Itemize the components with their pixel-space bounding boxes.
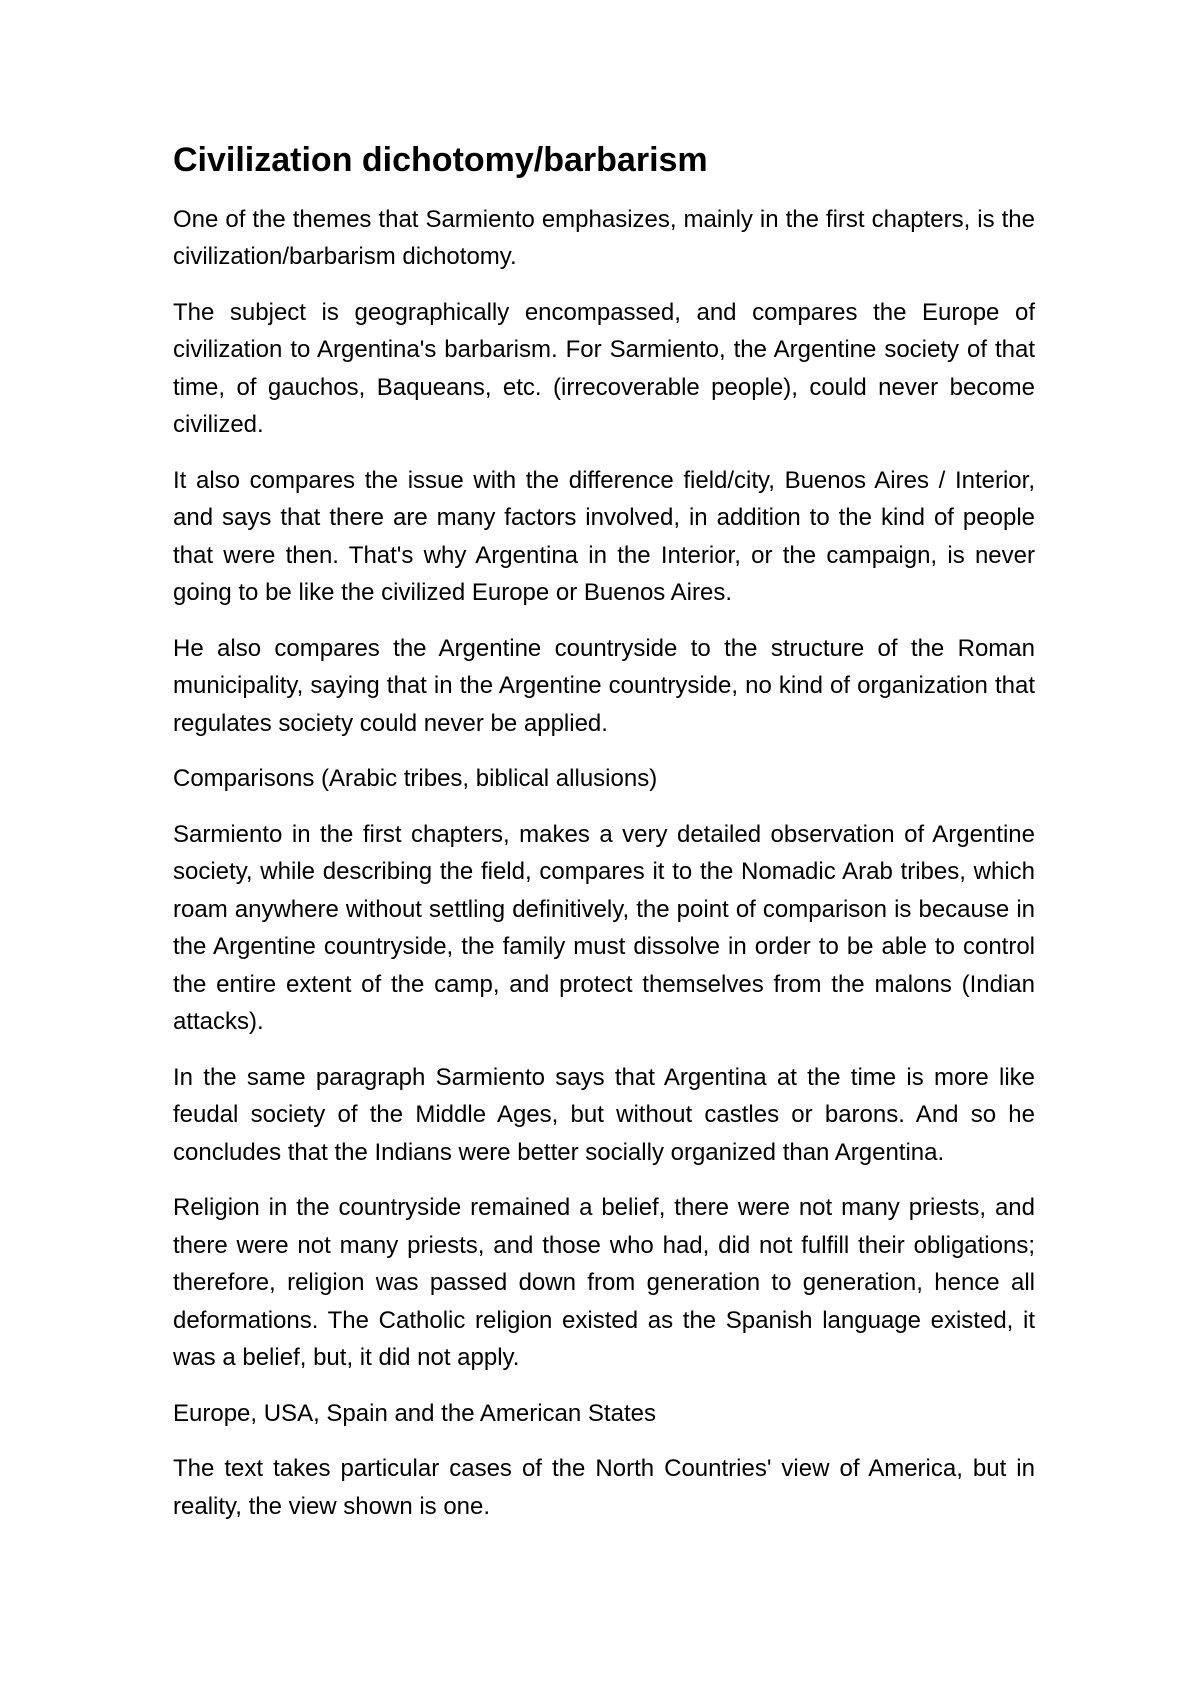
section-heading: Europe, USA, Spain and the American States bbox=[173, 1399, 656, 1427]
paragraph: In the same paragraph Sarmiento says that Argentina at the time is more like feudal society of the Middle Ages, but without castles or barons. And so he concludes that the Indians were better socially organized than Argentina. bbox=[173, 1063, 1035, 1166]
section-heading: Comparisons (Arabic tribes, biblical allusions) bbox=[173, 765, 658, 793]
document-body bbox=[173, 140, 1035, 1543]
paragraph: Religion in the countryside remained a belief, there were not many priests, and there were not many priests, and those who had, did not fulfill their obligations; therefore, religion was passed down from generation to generation, hence all deformations. The Catholic religion existed as the Spanish language existed, it was a belief, but, it did not apply. bbox=[173, 1194, 1035, 1372]
paragraph: One of the themes that Sarmiento emphasizes, mainly in the first chapters, is the civilization/barbarism dichotomy. bbox=[173, 205, 1035, 271]
paragraph: The text takes particular cases of the North Countries' view of America, but in reality, the view shown is one. bbox=[173, 1455, 1035, 1520]
paragraph: Sarmiento in the first chapters, makes a very detailed observation of Argentine society, while describing the field, compares it to the Nomadic Arab tribes, which roam anywhere without settling definitively, the point of comparison is because in the Argentine countryside, the family must dissolve in order to be able to control the entire extent of the camp, and protect themselves from the malons (Indian attacks). bbox=[173, 820, 1035, 1036]
paragraph: The subject is geographically encompassed, and compares the Europe of civilization to Argentina's barbarism. For Sarmiento, the Argentine society of that time, of gauchos, Baqueans, etc. (irrecoverable people), could never become civilized. bbox=[173, 298, 1035, 439]
document-title: Civilization dichotomy/barbarism bbox=[173, 141, 708, 179]
paragraph: It also compares the issue with the difference field/city, Buenos Aires / Interior, and says that there are many factors involved, in addition to the kind of people that were then. That's why Argentina in the Interior, or the campaign, is never going to be like the civilized Europe or Buenos Aires. bbox=[173, 466, 1035, 607]
paragraph: He also compares the Argentine countryside to the structure of the Roman municipality, saying that in the Argentine countryside, no kind of organization that regulates society could never be applied. bbox=[173, 634, 1035, 737]
